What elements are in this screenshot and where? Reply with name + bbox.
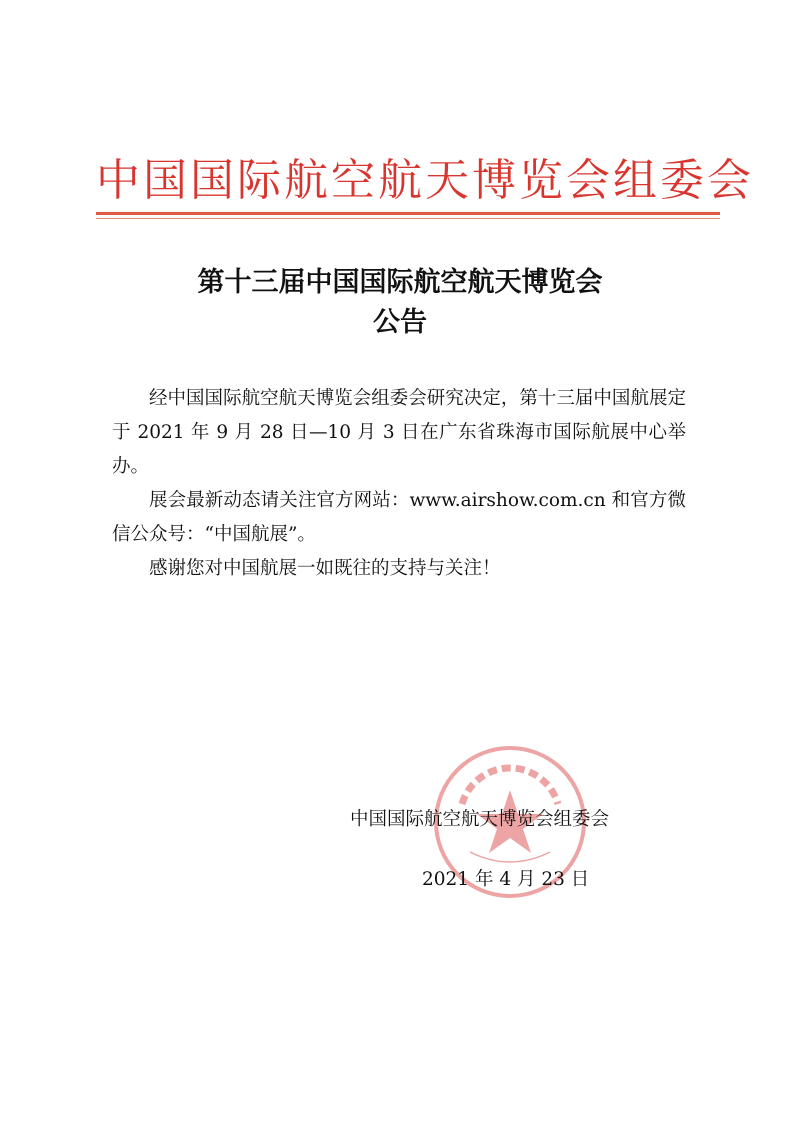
- signature-block: [340, 790, 670, 910]
- letterhead-rule-thick: [96, 212, 720, 215]
- paragraph-website: 展会最新动态请关注官方网站：www.airshow.com.cn 和官方微信公众号：“中国航展”。: [112, 490, 686, 545]
- signature-date: 2021 年 4 月 23 日: [422, 869, 590, 890]
- notice-body: [112, 382, 686, 586]
- notice-title-line2: 公告: [373, 307, 427, 338]
- signature-org: 中国国际航空航天博览会组委会: [350, 809, 610, 830]
- letterhead-rule-thin: [96, 218, 720, 219]
- paragraph-venue: 经中国国际航空航天博览会组委会研究决定，第十三届中国航展定于 2021 年 9 月 28 日—10 月 3 日在广东省珠海市国际航展中心举办。: [112, 388, 686, 477]
- notice-title-line1: 第十三届中国国际航空航天博览会: [197, 267, 603, 298]
- paragraph-thanks: 感谢您对中国航展一如既往的支持与关注！: [149, 558, 501, 579]
- letterhead-title: 中国国际航空航天博览会组委会: [96, 155, 754, 206]
